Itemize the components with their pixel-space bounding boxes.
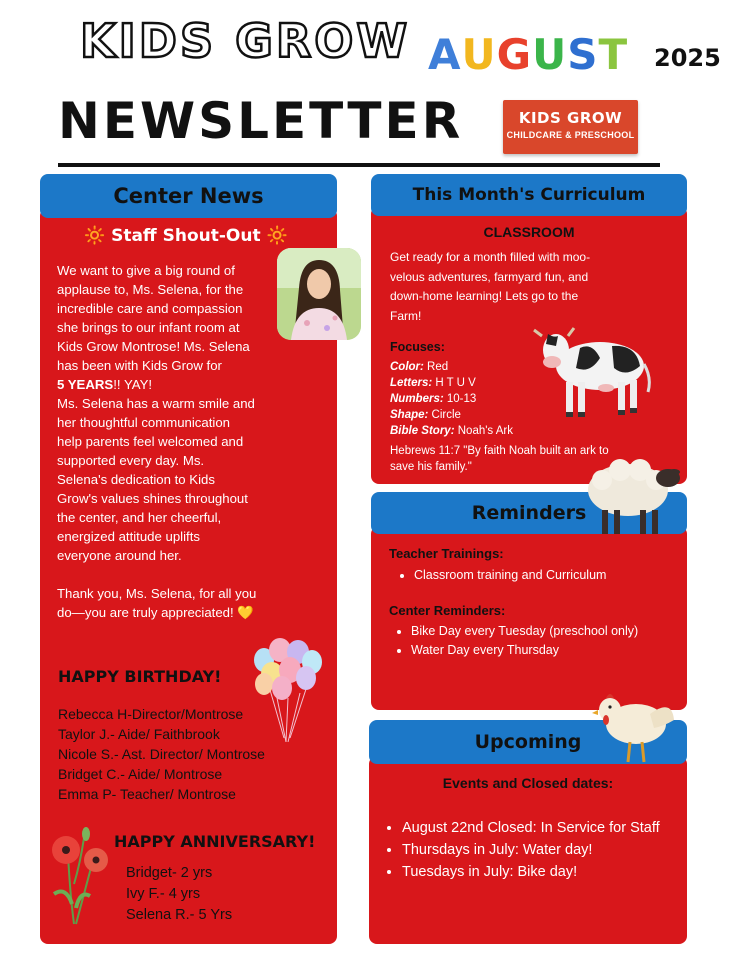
verse-line: save his family." [390, 461, 472, 473]
shoutout-line: the center, and her cheerful, [57, 510, 222, 525]
event-item: • Thursdays in July: Water day! [402, 839, 660, 861]
shoutout-line: Kids Grow Montrose! Ms. Selena [57, 339, 250, 354]
shoutout-line: her thoughtful communication [57, 415, 231, 430]
center-news-heading: Center News [40, 174, 337, 218]
month-letter: S [567, 30, 599, 79]
logo-subtext: CHILDCARE & PRESCHOOL [506, 130, 635, 140]
focus-value: 10-13 [443, 393, 477, 405]
focus-label: Letters: [390, 377, 433, 389]
shoutout-paragraph-1 [57, 261, 289, 375]
focuses-label: Focuses: [390, 340, 445, 354]
shoutout-title-text: Staff Shout-Out [111, 226, 261, 246]
birthday-heading: HAPPY BIRTHDAY! [58, 667, 222, 686]
intro-line: Farm! [390, 308, 422, 323]
shoutout-line: Thank you, Ms. Selena, for all you [57, 586, 257, 601]
reminder-item: • Classroom training and Curriculum [414, 566, 606, 584]
chicken-icon [592, 684, 678, 771]
shoutout-line: energized attitude uplifts [57, 529, 200, 544]
focus-value: H T U V [432, 377, 476, 389]
sun-icon: 🔆 [84, 226, 106, 246]
shoutout-line: Ms. Selena has a warm smile and [57, 396, 255, 411]
intro-line: velous adventures, farmyard fun, and [390, 269, 589, 284]
focus-label: Color: [390, 361, 424, 373]
shoutout-paragraph-2 [57, 394, 289, 565]
birthday-list [58, 704, 265, 804]
title-line2: NEWSLETTER [58, 92, 464, 150]
focus-label: Bible Story: [390, 425, 455, 437]
intro-line: Get ready for a month filled with moo- [390, 250, 591, 264]
month-letter: G [496, 30, 533, 79]
year: 2025 [654, 44, 721, 72]
anniversary-heading: HAPPY ANNIVERSARY! [114, 832, 316, 851]
month-letter: U [461, 30, 497, 79]
focus-label: Shape: [390, 409, 429, 421]
upcoming-heading: Upcoming [369, 720, 687, 764]
shoutout-line: applause to, Ms. Selena, for the [57, 282, 244, 297]
staff-photo [277, 248, 361, 340]
month-title [428, 30, 628, 79]
shoutout-line: Grow's values shines throughout [57, 491, 248, 506]
logo-text: KIDS GROW [518, 109, 623, 127]
anniversary-entry: Selena R.- 5 Yrs [126, 907, 233, 923]
shoutout-line: help parents feel welcomed and [57, 434, 244, 449]
sun-icon: 🔆 [266, 226, 288, 246]
anniversary-list [126, 863, 232, 926]
reminder-item: • Water Day every Thursday [411, 641, 638, 660]
years-rest: !! YAY! [113, 377, 153, 392]
focus-value: Circle [428, 409, 461, 421]
classroom-heading: CLASSROOM [483, 224, 575, 240]
shoutout-line: supported every day. Ms. [57, 453, 205, 468]
teacher-trainings-label: Teacher Trainings: [389, 546, 504, 561]
month-letter: T [598, 30, 629, 79]
birthday-entry: Taylor J.- Aide/ Faithbrook [58, 726, 220, 742]
shoutout-line: she brings to our infant room at [57, 320, 240, 335]
curriculum-heading: This Month's Curriculum [371, 174, 687, 216]
intro-line: down-home learning! Lets go to the [390, 289, 579, 303]
shoutout-line: do—you are truly appreciated! 💛 [57, 605, 254, 620]
shoutout-years-line [57, 375, 289, 394]
reminder-item: • Bike Day every Tuesday (preschool only) [411, 622, 638, 641]
month-letter: A [428, 30, 462, 79]
shoutout-line: has been with Kids Grow for [57, 358, 222, 373]
anniversary-entry: Bridget- 2 yrs [126, 865, 213, 881]
anniversary-entry: Ivy F.- 4 yrs [126, 886, 201, 902]
event-item: • August 22nd Closed: In Service for Staff [402, 817, 660, 839]
shoutout-title [84, 226, 288, 246]
title-line1: KIDS GROW [80, 14, 411, 68]
birthday-entry: Bridget C.- Aide/ Montrose [58, 766, 223, 782]
cow-icon [530, 318, 654, 427]
focus-value: Noah's Ark [454, 425, 513, 437]
birthday-entry: Rebecca H-Director/Montrose [58, 706, 244, 722]
shoutout-line: Selena's dedication to Kids [57, 472, 215, 487]
events-subheading: Events and Closed dates: [442, 775, 614, 791]
reminders-heading: Reminders [371, 492, 687, 534]
years-highlight: 5 YEARS [57, 377, 114, 392]
center-reminders-list [389, 622, 638, 659]
shoutout-line: incredible care and compassion [57, 301, 243, 316]
month-letter: U [532, 30, 568, 79]
poppy-flowers-icon [44, 824, 116, 933]
shoutout-paragraph-3 [57, 584, 289, 622]
birthday-entry: Nicole S.- Ast. Director/ Montrose [58, 746, 265, 762]
shoutout-line: We want to give a big round of [57, 263, 235, 278]
teacher-trainings-list [392, 566, 606, 584]
shoutout-body [57, 261, 289, 622]
sheep-icon [582, 454, 686, 543]
shoutout-line: everyone around her. [57, 548, 182, 563]
upcoming-list [380, 817, 660, 883]
event-item: • Tuesdays in July: Bike day! [402, 861, 660, 883]
kids-grow-logo [503, 100, 638, 154]
verse-line: Hebrews 11:7 "By faith Noah built an ark to [390, 445, 609, 457]
curriculum-intro [390, 248, 670, 326]
focus-value: Red [423, 361, 449, 373]
birthday-entry: Emma P- Teacher/ Montrose [58, 786, 236, 802]
center-reminders-label: Center Reminders: [389, 603, 506, 618]
focus-label: Numbers: [390, 393, 444, 405]
header-divider [58, 163, 660, 167]
